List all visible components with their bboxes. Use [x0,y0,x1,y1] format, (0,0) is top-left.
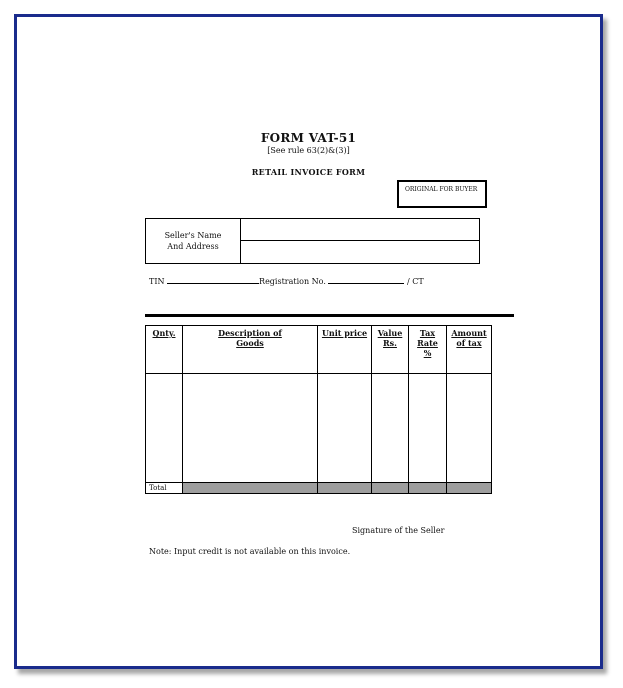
seller-field-divider [241,240,479,241]
cell-amount-of-tax [447,374,492,483]
form-title: FORM VAT-51 [260,131,357,145]
cell-unit-price [318,374,372,483]
tin-registration-line [149,275,424,286]
goods-table [145,325,492,494]
cell-tax-rate [409,374,447,483]
table-header-row [146,326,492,374]
form-rule-reference: [See rule 63(2)&(3)] [267,146,350,155]
header-amount-of-tax: Amount of tax [447,326,492,374]
invoice-note: Note: Input credit is not available on this invoice. [149,547,351,556]
seller-signature-label: Signature of the Seller [352,526,445,535]
header-qty: Qnty. [146,326,183,374]
copy-label: ORIGINAL FOR BUYER [405,186,478,193]
seller-label-line1: Seller's Name [164,231,222,240]
total-value [372,483,409,494]
ct-label: / CT [407,277,424,286]
total-description [183,483,318,494]
total-amount-of-tax [447,483,492,494]
header-unit-price: Unit price [318,326,372,374]
registration-blank [328,275,404,284]
form-subtitle: RETAIL INVOICE FORM [251,167,366,177]
header-value: Value Rs. [372,326,409,374]
document-page [14,14,603,669]
total-unit-price [318,483,372,494]
cell-description [183,374,318,483]
header-tax-rate: Tax Rate % [409,326,447,374]
tin-blank [167,275,259,284]
total-label: Total [146,483,183,494]
seller-label [146,219,241,263]
cell-value [372,374,409,483]
total-row [146,483,492,494]
cell-qty [146,374,183,483]
seller-label-line2: And Address [167,242,219,251]
registration-label: Registration No. [259,277,326,286]
table-row [146,374,492,483]
total-tax-rate [409,483,447,494]
seller-box [145,218,480,264]
header-description: Description of Goods [183,326,318,374]
copy-label-box [397,180,487,208]
tin-label: TIN [149,277,165,286]
section-divider [145,314,514,317]
